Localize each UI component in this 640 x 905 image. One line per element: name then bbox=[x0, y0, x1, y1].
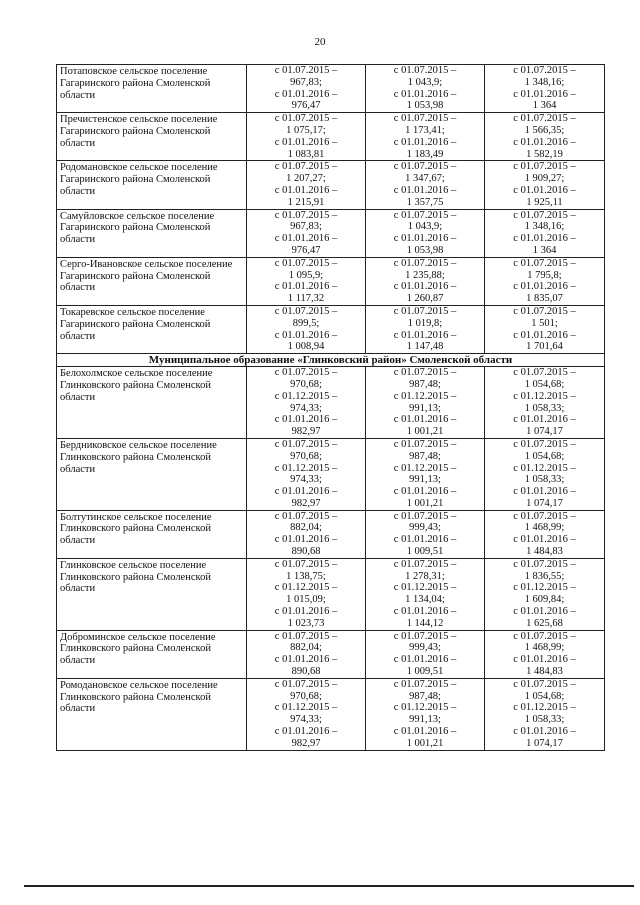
tariff-line: с 01.01.2016 – bbox=[393, 414, 457, 426]
table-row bbox=[57, 113, 605, 161]
tariff-line: с 01.07.2015 – bbox=[274, 438, 338, 450]
tariff-line: с 01.07.2015 – bbox=[393, 438, 457, 450]
tariff-line: с 01.01.2016 – bbox=[513, 329, 576, 341]
tariff-line: 1 138,75; bbox=[286, 570, 326, 582]
tariff-line: 1 043,9; bbox=[407, 221, 443, 233]
tariff-line: с 01.12.2015 – bbox=[274, 462, 338, 474]
tariff-line: 1 015,09; bbox=[286, 594, 326, 606]
tariff-line: с 01.01.2016 – bbox=[393, 88, 457, 100]
settlement-name: Пречистенское сельское поселение Гагаринского района Смоленской области bbox=[57, 113, 247, 161]
tariff-line: 1 468,99; bbox=[524, 642, 565, 654]
tariff-line: с 01.01.2016 – bbox=[274, 654, 338, 666]
tariff-line: с 01.01.2016 – bbox=[393, 329, 457, 341]
tariff-line: 1 347,67; bbox=[405, 173, 445, 185]
tariff-line: с 01.01.2016 – bbox=[513, 726, 576, 738]
tariff-line: с 01.07.2015 – bbox=[513, 161, 576, 173]
tariff-line: с 01.07.2015 – bbox=[274, 367, 338, 379]
tariff-line: с 01.07.2015 – bbox=[513, 367, 576, 379]
tariff-line: 1 043,9; bbox=[407, 76, 443, 88]
tariff-line: 1 625,68 bbox=[526, 617, 563, 629]
tariff-line: 967,83; bbox=[290, 76, 322, 88]
tariff-line: с 01.07.2015 – bbox=[274, 510, 338, 522]
tariff-line: с 01.12.2015 – bbox=[513, 462, 576, 474]
tariff-line: с 01.01.2016 – bbox=[393, 184, 457, 196]
tariff-line: с 01.07.2015 – bbox=[393, 65, 457, 76]
tariff-line: 1 235,88; bbox=[405, 269, 445, 281]
tariff-line: с 01.01.2016 – bbox=[393, 606, 457, 618]
tariff-line: с 01.07.2015 – bbox=[393, 678, 457, 690]
tariff-line: с 01.01.2016 – bbox=[513, 136, 576, 148]
tariff-line: 882,04; bbox=[290, 522, 322, 534]
tariff-cell-c1 bbox=[247, 630, 366, 678]
tariff-line: с 01.07.2015 – bbox=[393, 367, 457, 379]
tariff-cell-c1 bbox=[247, 161, 366, 209]
tariff-line: 1 609,84; bbox=[524, 594, 565, 606]
table-row bbox=[57, 65, 605, 113]
settlement-name: Белохолмское сельское поселение Глинковского района Смоленской области bbox=[57, 367, 247, 439]
settlement-name: Доброминское сельское поселение Глинковского района Смоленской области bbox=[57, 630, 247, 678]
tariff-line: 1 501; bbox=[531, 317, 558, 329]
tariff-line: с 01.01.2016 – bbox=[274, 136, 338, 148]
tariff-line: с 01.07.2015 – bbox=[513, 113, 576, 125]
tariff-cell-c2 bbox=[366, 209, 485, 257]
table-row bbox=[57, 257, 605, 305]
tariff-line: с 01.01.2016 – bbox=[274, 486, 338, 498]
tariff-line: с 01.07.2015 – bbox=[513, 65, 576, 76]
tariff-line: с 01.07.2015 – bbox=[274, 558, 338, 570]
tariff-line: 1 278,31; bbox=[405, 570, 445, 582]
bottom-rule bbox=[24, 885, 634, 887]
tariff-line: 1 484,83 bbox=[526, 666, 563, 678]
tariff-line: 1 054,68; bbox=[524, 690, 565, 702]
tariff-line: с 01.01.2016 – bbox=[274, 329, 338, 341]
tariff-line: с 01.01.2016 – bbox=[513, 281, 576, 293]
tariff-line: 976,47 bbox=[291, 244, 321, 256]
tariff-line: 1 001,21 bbox=[406, 426, 444, 438]
tariff-cell-c3 bbox=[485, 113, 605, 161]
tariff-cell-c1 bbox=[247, 257, 366, 305]
tariff-line: 991,13; bbox=[409, 714, 441, 726]
tariff-line: 999,43; bbox=[409, 522, 441, 534]
tariff-line: 999,43; bbox=[409, 642, 441, 654]
tariff-line: 1 468,99; bbox=[524, 522, 565, 534]
table-row bbox=[57, 438, 605, 510]
tariff-line: 982,97 bbox=[291, 737, 321, 749]
table-row bbox=[57, 510, 605, 558]
tariff-line: 1 054,68; bbox=[524, 450, 565, 462]
tariff-line: с 01.07.2015 – bbox=[513, 678, 576, 690]
tariff-line: с 01.07.2015 – bbox=[513, 257, 576, 269]
tariff-line: 1 566,35; bbox=[524, 124, 565, 136]
tariff-line: 967,83; bbox=[290, 221, 322, 233]
tariff-line: 1 357,75 bbox=[406, 196, 444, 208]
tariff-line: 1 001,21 bbox=[406, 737, 444, 749]
tariff-cell-c2 bbox=[366, 113, 485, 161]
tariff-cell-c1 bbox=[247, 678, 366, 750]
tariff-line: 987,48; bbox=[409, 690, 441, 702]
tariff-line: с 01.07.2015 – bbox=[393, 113, 457, 125]
tariff-cell-c2 bbox=[366, 305, 485, 353]
tariff-cell-c1 bbox=[247, 65, 366, 113]
tariff-line: с 01.07.2015 – bbox=[513, 209, 576, 221]
tariff-line: 890,68 bbox=[291, 546, 321, 558]
tariff-cell-c1 bbox=[247, 438, 366, 510]
tariff-line: с 01.01.2016 – bbox=[274, 534, 338, 546]
tariff-line: 974,33; bbox=[290, 402, 322, 414]
tariff-line: 970,68; bbox=[290, 450, 322, 462]
settlement-name: Самуйловское сельское поселение Гагаринского района Смоленской области bbox=[57, 209, 247, 257]
tariff-table bbox=[56, 64, 605, 751]
tariff-line: 1 075,17; bbox=[286, 124, 326, 136]
tariff-cell-c3 bbox=[485, 558, 605, 630]
tariff-cell-c3 bbox=[485, 630, 605, 678]
tariff-line: 1 058,33; bbox=[524, 402, 565, 414]
tariff-cell-c3 bbox=[485, 678, 605, 750]
tariff-cell-c3 bbox=[485, 438, 605, 510]
settlement-name: Болтутинское сельское поселение Глинковского района Смоленской области bbox=[57, 510, 247, 558]
tariff-cell-c3 bbox=[485, 161, 605, 209]
table-row bbox=[57, 630, 605, 678]
tariff-line: с 01.12.2015 – bbox=[513, 390, 576, 402]
tariff-line: 1 582,19 bbox=[526, 148, 563, 160]
tariff-line: с 01.07.2015 – bbox=[513, 305, 576, 317]
tariff-line: 1 023,73 bbox=[287, 617, 325, 629]
tariff-line: 1 058,33; bbox=[524, 714, 565, 726]
table-row bbox=[57, 209, 605, 257]
tariff-line: с 01.07.2015 – bbox=[393, 510, 457, 522]
tariff-line: с 01.07.2015 – bbox=[513, 630, 576, 642]
tariff-table-body bbox=[57, 65, 605, 751]
tariff-line: с 01.12.2015 – bbox=[513, 702, 576, 714]
tariff-cell-c2 bbox=[366, 257, 485, 305]
settlement-name: Серго-Ивановское сельское поселение Гагаринского района Смоленской области bbox=[57, 257, 247, 305]
tariff-line: 1 183,49 bbox=[406, 148, 444, 160]
tariff-cell-c2 bbox=[366, 65, 485, 113]
tariff-line: с 01.12.2015 – bbox=[274, 390, 338, 402]
tariff-line: с 01.01.2016 – bbox=[274, 184, 338, 196]
tariff-cell-c2 bbox=[366, 510, 485, 558]
tariff-cell-c2 bbox=[366, 438, 485, 510]
tariff-line: 1 009,51 bbox=[406, 546, 444, 558]
tariff-line: 1 348,16; bbox=[524, 221, 565, 233]
tariff-line: с 01.12.2015 – bbox=[274, 582, 338, 594]
tariff-line: с 01.01.2016 – bbox=[274, 88, 338, 100]
tariff-line: 1 795,8; bbox=[527, 269, 562, 281]
tariff-line: 1 074,17 bbox=[526, 426, 563, 438]
tariff-line: с 01.07.2015 – bbox=[393, 558, 457, 570]
tariff-line: 991,13; bbox=[409, 402, 441, 414]
tariff-line: с 01.12.2015 – bbox=[393, 582, 457, 594]
tariff-line: с 01.01.2016 – bbox=[393, 486, 457, 498]
tariff-line: с 01.07.2015 – bbox=[274, 678, 338, 690]
tariff-line: 1 095,9; bbox=[288, 269, 324, 281]
tariff-cell-c1 bbox=[247, 113, 366, 161]
tariff-cell-c1 bbox=[247, 209, 366, 257]
tariff-line: 1 909,27; bbox=[524, 173, 565, 185]
section-row bbox=[57, 354, 605, 367]
tariff-line: 1 008,94 bbox=[287, 341, 325, 353]
tariff-line: с 01.07.2015 – bbox=[513, 510, 576, 522]
tariff-cell-c2 bbox=[366, 161, 485, 209]
tariff-line: с 01.01.2016 – bbox=[393, 233, 457, 245]
tariff-line: 1 925,11 bbox=[526, 196, 563, 208]
tariff-line: с 01.12.2015 – bbox=[513, 582, 576, 594]
tariff-line: 982,97 bbox=[291, 426, 321, 438]
tariff-cell-c3 bbox=[485, 209, 605, 257]
tariff-line: 970,68; bbox=[290, 378, 322, 390]
tariff-line: 1 019,8; bbox=[407, 317, 443, 329]
tariff-line: с 01.01.2016 – bbox=[513, 606, 576, 618]
tariff-line: 1 484,83 bbox=[526, 546, 563, 558]
page-number: 20 bbox=[314, 36, 326, 48]
tariff-line: 987,48; bbox=[409, 450, 441, 462]
tariff-line: с 01.07.2015 – bbox=[274, 113, 338, 125]
tariff-line: 890,68 bbox=[291, 666, 321, 678]
tariff-line: 1 074,17 bbox=[526, 497, 563, 509]
tariff-line: 1 348,16; bbox=[524, 76, 565, 88]
tariff-line: 1 147,48 bbox=[406, 341, 444, 353]
tariff-line: 1 117,32 bbox=[287, 293, 325, 305]
table-row bbox=[57, 678, 605, 750]
tariff-line: с 01.01.2016 – bbox=[513, 233, 576, 245]
tariff-line: 1 058,33; bbox=[524, 474, 565, 486]
tariff-line: с 01.01.2016 – bbox=[393, 726, 457, 738]
tariff-line: с 01.01.2016 – bbox=[393, 136, 457, 148]
tariff-cell-c2 bbox=[366, 630, 485, 678]
tariff-line: с 01.07.2015 – bbox=[274, 65, 338, 76]
section-title: Муниципальное образование «Глинковский район» Смоленской области bbox=[57, 354, 605, 367]
tariff-line: с 01.12.2015 – bbox=[393, 702, 457, 714]
tariff-line: 1 364 bbox=[532, 244, 557, 256]
tariff-line: 974,33; bbox=[290, 714, 322, 726]
tariff-line: с 01.07.2015 – bbox=[393, 630, 457, 642]
tariff-line: с 01.01.2016 – bbox=[513, 534, 576, 546]
tariff-line: с 01.01.2016 – bbox=[513, 88, 576, 100]
tariff-line: 1 173,41; bbox=[405, 124, 445, 136]
tariff-line: 1 009,51 bbox=[406, 666, 444, 678]
tariff-line: с 01.12.2015 – bbox=[274, 702, 338, 714]
tariff-cell-c2 bbox=[366, 367, 485, 439]
tariff-line: с 01.01.2016 – bbox=[393, 654, 457, 666]
tariff-line: 1 260,87 bbox=[406, 293, 444, 305]
tariff-line: 970,68; bbox=[290, 690, 322, 702]
tariff-line: с 01.01.2016 – bbox=[274, 281, 338, 293]
tariff-line: 1 074,17 bbox=[526, 737, 563, 749]
tariff-line: 987,48; bbox=[409, 378, 441, 390]
tariff-line: с 01.07.2015 – bbox=[393, 305, 457, 317]
tariff-cell-c1 bbox=[247, 510, 366, 558]
tariff-line: с 01.01.2016 – bbox=[513, 654, 576, 666]
tariff-cell-c1 bbox=[247, 305, 366, 353]
tariff-line: 1 215,91 bbox=[287, 196, 325, 208]
tariff-line: с 01.01.2016 – bbox=[513, 184, 576, 196]
settlement-name: Потаповское сельское поселение Гагаринского района Смоленской области bbox=[57, 65, 247, 113]
tariff-line: с 01.01.2016 – bbox=[513, 486, 576, 498]
tariff-cell-c3 bbox=[485, 305, 605, 353]
tariff-line: 899,5; bbox=[292, 317, 320, 329]
tariff-line: 1 083,81 bbox=[287, 148, 325, 160]
tariff-line: с 01.07.2015 – bbox=[274, 305, 338, 317]
tariff-line: 1 364 bbox=[532, 100, 557, 112]
tariff-line: 974,33; bbox=[290, 474, 322, 486]
tariff-line: 1 144,12 bbox=[406, 617, 444, 629]
settlement-name: Бердниковское сельское поселение Глинковского района Смоленской области bbox=[57, 438, 247, 510]
tariff-line: с 01.07.2015 – bbox=[274, 630, 338, 642]
tariff-line: с 01.07.2015 – bbox=[513, 558, 576, 570]
table-row bbox=[57, 367, 605, 439]
settlement-name: Токаревское сельское поселение Гагаринского района Смоленской области bbox=[57, 305, 247, 353]
tariff-line: с 01.01.2016 – bbox=[513, 414, 576, 426]
tariff-line: 882,04; bbox=[290, 642, 322, 654]
tariff-cell-c3 bbox=[485, 257, 605, 305]
tariff-line: с 01.01.2016 – bbox=[274, 414, 338, 426]
tariff-line: с 01.07.2015 – bbox=[274, 209, 338, 221]
tariff-line: с 01.12.2015 – bbox=[393, 390, 457, 402]
tariff-cell-c3 bbox=[485, 510, 605, 558]
tariff-line: с 01.07.2015 – bbox=[393, 161, 457, 173]
tariff-line: с 01.01.2016 – bbox=[274, 233, 338, 245]
tariff-line: 1 001,21 bbox=[406, 497, 444, 509]
tariff-line: 1 835,07 bbox=[526, 293, 563, 305]
table-row bbox=[57, 558, 605, 630]
tariff-line: 991,13; bbox=[409, 474, 441, 486]
tariff-cell-c1 bbox=[247, 558, 366, 630]
table-row bbox=[57, 305, 605, 353]
tariff-cell-c2 bbox=[366, 678, 485, 750]
tariff-line: с 01.07.2015 – bbox=[274, 257, 338, 269]
tariff-cell-c2 bbox=[366, 558, 485, 630]
settlement-name: Ромодановское сельское поселение Глинковского района Смоленской области bbox=[57, 678, 247, 750]
tariff-line: 1 207,27; bbox=[286, 173, 326, 185]
tariff-cell-c1 bbox=[247, 367, 366, 439]
tariff-line: с 01.07.2015 – bbox=[274, 161, 338, 173]
table-row bbox=[57, 161, 605, 209]
tariff-line: с 01.01.2016 – bbox=[393, 534, 457, 546]
tariff-line: с 01.01.2016 – bbox=[274, 726, 338, 738]
tariff-line: 982,97 bbox=[291, 497, 321, 509]
settlement-name: Глинковское сельское поселение Глинковского района Смоленской области bbox=[57, 558, 247, 630]
tariff-cell-c3 bbox=[485, 65, 605, 113]
tariff-line: 976,47 bbox=[291, 100, 321, 112]
tariff-line: 1 053,98 bbox=[406, 100, 444, 112]
tariff-line: с 01.07.2015 – bbox=[393, 257, 457, 269]
tariff-line: 1 134,04; bbox=[405, 594, 445, 606]
tariff-line: с 01.01.2016 – bbox=[274, 606, 338, 618]
tariff-line: с 01.01.2016 – bbox=[393, 281, 457, 293]
tariff-cell-c3 bbox=[485, 367, 605, 439]
tariff-line: с 01.07.2015 – bbox=[393, 209, 457, 221]
tariff-line: с 01.12.2015 – bbox=[393, 462, 457, 474]
tariff-line: 1 054,68; bbox=[524, 378, 565, 390]
tariff-line: 1 701,64 bbox=[526, 341, 563, 353]
settlement-name: Родомановское сельское поселение Гагаринского района Смоленской области bbox=[57, 161, 247, 209]
tariff-line: 1 053,98 bbox=[406, 244, 444, 256]
tariff-line: с 01.07.2015 – bbox=[513, 438, 576, 450]
tariff-line: 1 836,55; bbox=[524, 570, 565, 582]
